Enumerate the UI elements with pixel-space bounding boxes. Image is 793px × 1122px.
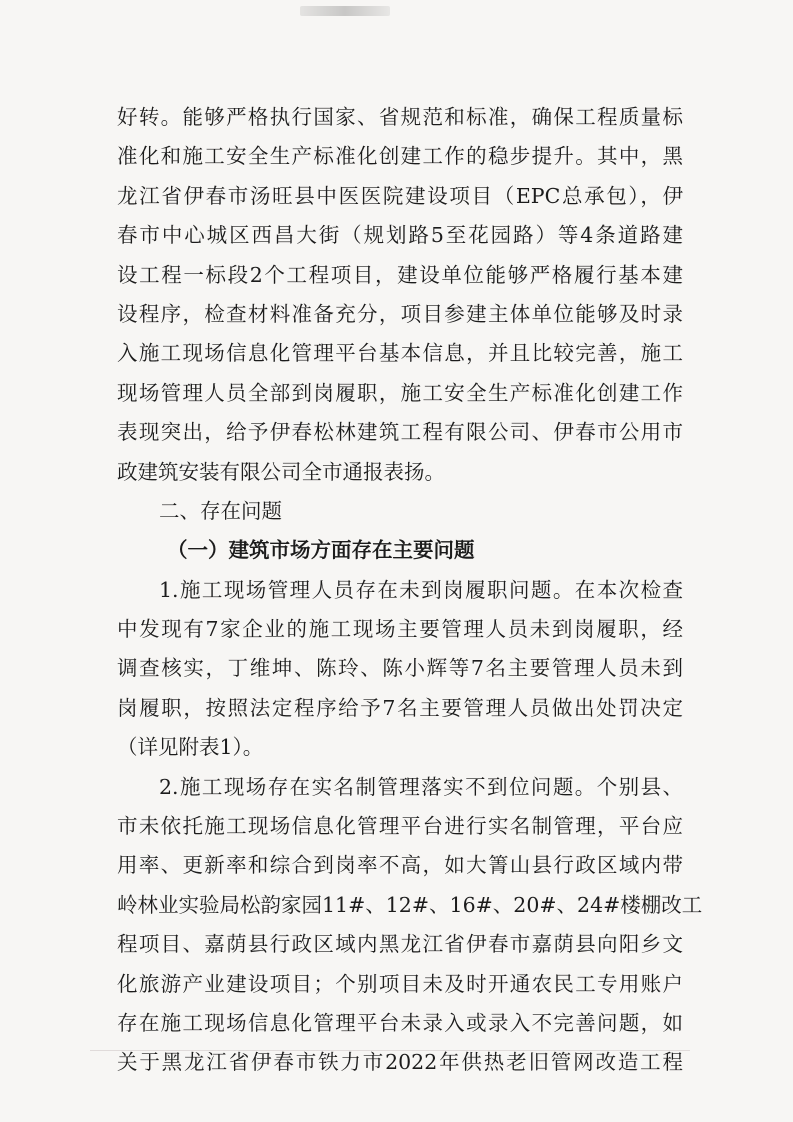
text-line: 用率、更新率和综合到岗率不高，如大箐山县行政区域内带 <box>117 853 683 878</box>
text-line: 政建筑安装有限公司全市通报表扬。 <box>117 459 445 484</box>
text-line: 关于黑龙江省伊春市铁力市2022年供热老旧管网改造工程 <box>117 1050 683 1075</box>
text-line: 现场管理人员全部到岗履职，施工安全生产标准化创建工作 <box>117 380 683 405</box>
paragraph-3 <box>117 768 703 1083</box>
paragraph-2 <box>117 571 683 768</box>
text-line: 龙江省伊春市汤旺县中医医院建设项目（EPC总承包），伊 <box>117 183 683 208</box>
text-line: 表现突出，给予伊春松林建筑工程有限公司、伊春市公用市 <box>117 420 683 445</box>
text-line: 调查核实，丁维坤、陈玲、陈小辉等7名主要管理人员未到 <box>117 656 683 681</box>
scan-artifact-line <box>90 1050 690 1051</box>
text-line: 市未依托施工现场信息化管理平台进行实名制管理，平台应 <box>117 814 683 839</box>
document-body <box>117 98 703 1083</box>
text-line: 春市中心城区西昌大街（规划路5至花园路）等4条道路建 <box>117 223 683 248</box>
text-line: 设工程一标段2个工程项目，建设单位能够严格履行基本建 <box>117 262 683 287</box>
text-line: 2.施工现场存在实名制管理落实不到位问题。个别县、 <box>159 774 683 799</box>
text-line: 程项目、嘉荫县行政区域内黑龙江省伊春市嘉荫县向阳乡文 <box>117 932 683 957</box>
scan-artifact <box>300 6 390 16</box>
text-line: （详见附表1）。 <box>117 735 264 760</box>
text-line: 设程序，检查材料准备充分，项目参建主体单位能够及时录 <box>117 301 683 326</box>
text-line: 1.施工现场管理人员存在未到岗履职问题。在本次检查 <box>159 577 683 602</box>
section-heading: 二、存在问题 <box>159 498 282 523</box>
text-line: 好转。能够严格执行国家、省规范和标准，确保工程质量标 <box>117 105 683 129</box>
subsection-heading: （一）建筑市场方面存在主要问题 <box>167 538 475 563</box>
text-line: 存在施工现场信息化管理平台未录入或录入不完善问题，如 <box>117 1010 683 1035</box>
paragraph-1 <box>117 98 683 492</box>
text-line: 岗履职，按照法定程序给予7名主要管理人员做出处罚决定 <box>117 695 683 720</box>
text-line: 准化和施工安全生产标准化创建工作的稳步提升。其中，黑 <box>117 144 683 169</box>
text-line: 化旅游产业建设项目；个别项目未及时开通农民工专用账户 <box>117 971 683 996</box>
text-line: 入施工现场信息化管理平台基本信息，并且比较完善，施工 <box>117 341 683 366</box>
text-line: 中发现有7家企业的施工现场主要管理人员未到岗履职，经 <box>117 617 683 642</box>
text-line: 岭林业实验局松韵家园11#、12#、16#、20#、24#楼棚改工 <box>117 892 703 917</box>
